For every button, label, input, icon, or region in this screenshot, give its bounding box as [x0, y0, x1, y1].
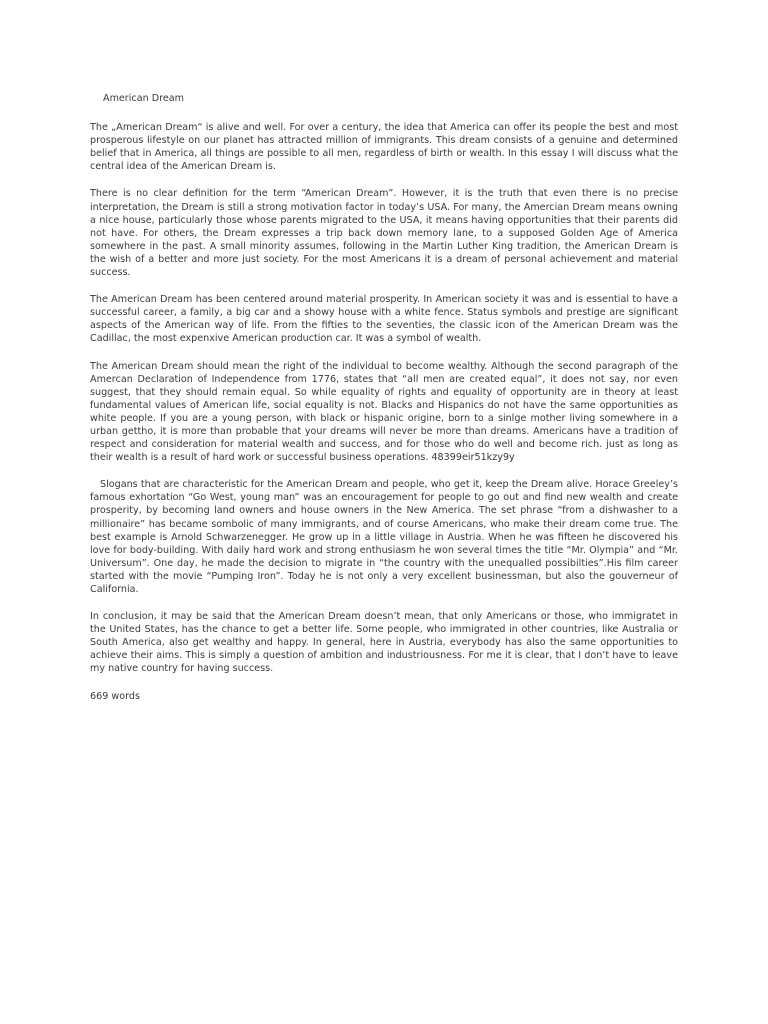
paragraph-definition: There is no clear definition for the term “American Dream”. However, it is the truth that even there is no precise interpretation, the Dream is still a strong motivation factor in today’s USA. For many, the Amercian Dream means owning a nice house, particularly those whose parents migrated to the USA, it means having opportunities that their parents did not have. For others, the Dream expresses a trip back down memory lane, to a supposed Golden Age of America somewhere in the past. A small minority assumes, following in the Martin Luther King tradition, the American Dream is the wish of a better and more just society. For the most Americans it is a dream of personal achievement and material success.	[90, 188, 678, 279]
paragraph-conclusion: In conclusion, it may be said that the American Dream doesn’t mean, that only Americans or those, who immigratet in the United States, has the chance to get a better life. Some people, who immigrated in other countries, like Australia or South America, also get wealthy and happy. In general, here in Austria, everybody has also the same opportunities to achieve their aims. This is simply a question of ambition and industriousness. For me it is clear, that I don’t have to leave my native country for having success.	[90, 611, 678, 675]
document-title: American Dream	[103, 93, 184, 104]
paragraph-intro: The „American Dream“ is alive and well. For over a century, the idea that America can offer its people the best and most prosperous lifestyle on our planet has attracted million of immigrants. This dream consists of a genuine and determined belief that in America, all things are possible to all men, regardless of birth or wealth. In this essay I will discuss what the central idea of the American Dream is.	[90, 122, 678, 173]
paragraph-prosperity: The American Dream has been centered around material prosperity. In American society it was and is essential to have a successful career, a family, a big car and a showy house with a white fence. Status symbols and prestige are significant aspects of the American way of life. From the fifties to the seventies, the classic icon of the American Dream was the Cadillac, the most expenxive American production car. It was a symbol of wealth.	[90, 294, 678, 345]
paragraph-slogans: Slogans that are characteristic for the American Dream and people, who get it, keep the Dream alive. Horace Greeley’s famous exhortation “Go West, young man” was an encouragement for people to go out and find new wealth and create prosperity, by becoming land owners and house owners in the New America. The set phrase “from a dishwasher to a millionaire” has became sombolic of many immigrants, and of course Americans, who make their dream come true. The best example is Arnold Schwarzenegger. He grow up in a little village in Austria. When he was fifteen he discovered his love for body-building. With daily hard work and strong enthusiasm he won several times the title “Mr. Olympia” and “Mr. Universum”. One day, he made the decision to migrate in “the country with the unequalled possibilties”.His film career started with the movie “Pumping Iron”. Today he is not only a very excellent businessman, but also the gouverneur of California.	[90, 479, 678, 595]
paragraph-wealth: The American Dream should mean the right of the individual to become wealthy. Although the second paragraph of the Amercan Declaration of Independence from 1776, states that “all men are created equal”, it does not say, nor even suggest, that they should remain equal. So while equality of rights and equality of opportunity are in theory at least fundamental values of American life, social equality is not. Blacks and Hispanics do not have the same opportunities as white people. If you are a young person, with black or hispanic origine, born to a sinlge mother living somewhere in a urban gettho, it is more than probable that your dreams will never be more than dreams. Americans have a tradition of respect and consideration for material wealth and success, and for those who do well and become rich. just as long as their wealth is a result of hard work or successful business operations. 48399eir51kzy9y	[90, 360, 678, 464]
document-page	[90, 92, 678, 703]
word-count: 669 words	[90, 690, 140, 702]
